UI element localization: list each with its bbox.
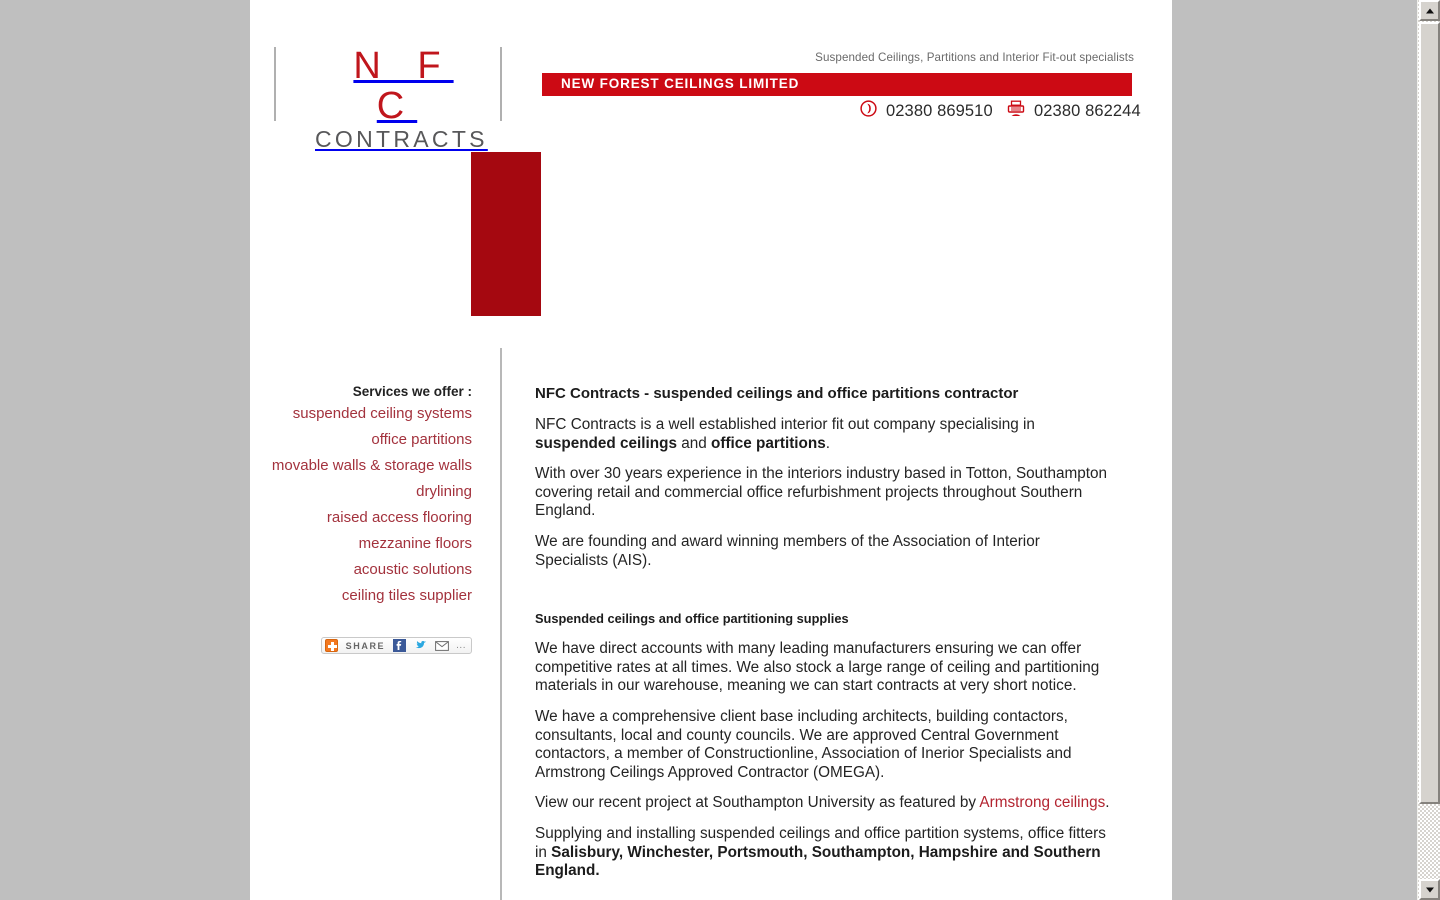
facebook-icon[interactable] bbox=[393, 639, 406, 652]
contact-phone[interactable] bbox=[860, 100, 993, 122]
share-more-icon[interactable]: ... bbox=[456, 639, 466, 651]
list-item bbox=[250, 531, 472, 557]
banner-tagline: Suspended Ceilings, Partitions and Interior Fit-out specialists bbox=[815, 51, 1134, 64]
paragraph-supplies: We have direct accounts with many leading manufacturers ensuring we can offer competitive rates at all times. We also stock a large range of ceiling and partitioning materials in our warehouse, meaning we can start contracts at very short notice. bbox=[535, 640, 1100, 695]
site-header bbox=[250, 0, 1172, 152]
column-divider bbox=[500, 348, 502, 900]
phone-icon bbox=[860, 100, 877, 122]
list-item bbox=[250, 401, 472, 427]
paragraph-locations bbox=[535, 825, 1113, 881]
list-item bbox=[250, 505, 472, 531]
locations-text: Supplying and installing suspended ceilings and office partition systems, office fitters in bbox=[535, 824, 1106, 861]
paragraph-intro bbox=[535, 416, 1113, 453]
fax-icon bbox=[1007, 100, 1025, 122]
brand-logo-primary: N F C bbox=[353, 45, 454, 127]
paragraph-project bbox=[535, 794, 1113, 813]
brand-logo-secondary: CONTRACTS bbox=[315, 126, 488, 152]
sidebar bbox=[250, 348, 472, 654]
header-divider-right bbox=[500, 47, 502, 121]
contact-fax bbox=[1007, 100, 1141, 122]
scroll-up-arrow-icon[interactable] bbox=[1419, 0, 1440, 21]
list-item bbox=[250, 557, 472, 583]
share-label: SHARE bbox=[345, 640, 386, 651]
brand-logo[interactable] bbox=[312, 45, 488, 153]
sidebar-item-office-partitions[interactable]: office partitions bbox=[371, 431, 472, 448]
services-heading: Services we offer : bbox=[352, 384, 472, 399]
sidebar-item-ceiling-tiles-supplier[interactable]: ceiling tiles supplier bbox=[341, 587, 472, 604]
company-name-text: NEW FOREST CEILINGS LIMITED bbox=[561, 76, 800, 91]
hero-image-block bbox=[471, 152, 541, 316]
scrollbar-thumb[interactable] bbox=[1419, 22, 1440, 804]
company-name-bar bbox=[542, 73, 1132, 96]
sidebar-item-mezzanine-floors[interactable]: mezzanine floors bbox=[358, 535, 472, 552]
list-item bbox=[250, 583, 472, 609]
list-item bbox=[250, 453, 472, 479]
header-divider-left bbox=[274, 47, 276, 121]
scroll-up-glyph bbox=[1426, 8, 1434, 13]
intro-text-1: NFC Contracts is a well established interior fit out company specialising in bbox=[535, 416, 1035, 433]
page-canvas bbox=[250, 0, 1172, 900]
section-subheading: Suspended ceilings and office partitioning supplies bbox=[535, 611, 849, 627]
sidebar-item-raised-access-flooring[interactable]: raised access flooring bbox=[326, 509, 472, 526]
list-item bbox=[250, 427, 472, 453]
intro-text-2: and bbox=[676, 434, 711, 452]
plus-icon[interactable] bbox=[325, 639, 338, 652]
email-icon[interactable] bbox=[435, 639, 448, 652]
vertical-scrollbar[interactable] bbox=[1417, 0, 1440, 900]
sidebar-item-suspended-ceiling-systems[interactable]: suspended ceiling systems bbox=[292, 405, 472, 422]
list-item bbox=[250, 479, 472, 505]
main-content bbox=[535, 348, 1113, 881]
paragraph-clients: We have a comprehensive client base including architects, building contactors, consultants, local and county councils. We are approved Central Government contactors, a member of Constructionline, Association of Inerior Specialists and Armstrong Ceilings Approved Contractor (OMEGA). bbox=[535, 707, 1072, 781]
twitter-icon[interactable] bbox=[414, 639, 427, 652]
sidebar-item-drylining[interactable]: drylining bbox=[416, 483, 472, 500]
share-widget[interactable] bbox=[321, 637, 472, 654]
company-banner bbox=[542, 40, 1142, 130]
paragraph-membership: We are founding and award winning members of the Association of Interior Specialists (AIS). bbox=[535, 532, 1040, 569]
page-title: NFC Contracts - suspended ceilings and office partitions contractor bbox=[535, 385, 1019, 402]
paragraph-experience: With over 30 years experience in the interiors industry based in Totton, Southampton covering retail and commercial office refurbishment projects throughout Southern England. bbox=[535, 465, 1107, 520]
project-text-2: . bbox=[1105, 794, 1110, 812]
fax-number: 02380 862244 bbox=[1034, 101, 1141, 120]
locations-bold: Salisbury, Winchester, Portsmouth, Southampton, Hampshire and Southern England. bbox=[535, 843, 1101, 880]
project-text-1: View our recent project at Southampton University as featured by bbox=[535, 794, 980, 812]
intro-bold-1: suspended ceilings bbox=[535, 434, 677, 452]
intro-bold-2: office partitions bbox=[711, 434, 826, 452]
armstrong-ceilings-link[interactable]: Armstrong ceilings bbox=[979, 794, 1106, 812]
sidebar-item-movable-walls[interactable]: movable walls & storage walls bbox=[271, 457, 472, 474]
scroll-down-glyph bbox=[1426, 887, 1434, 892]
phone-number: 02380 869510 bbox=[886, 101, 993, 120]
sidebar-item-acoustic-solutions[interactable]: acoustic solutions bbox=[353, 561, 472, 578]
intro-text-3: . bbox=[825, 434, 830, 452]
services-list bbox=[250, 401, 472, 609]
scroll-down-arrow-icon[interactable] bbox=[1419, 879, 1440, 900]
